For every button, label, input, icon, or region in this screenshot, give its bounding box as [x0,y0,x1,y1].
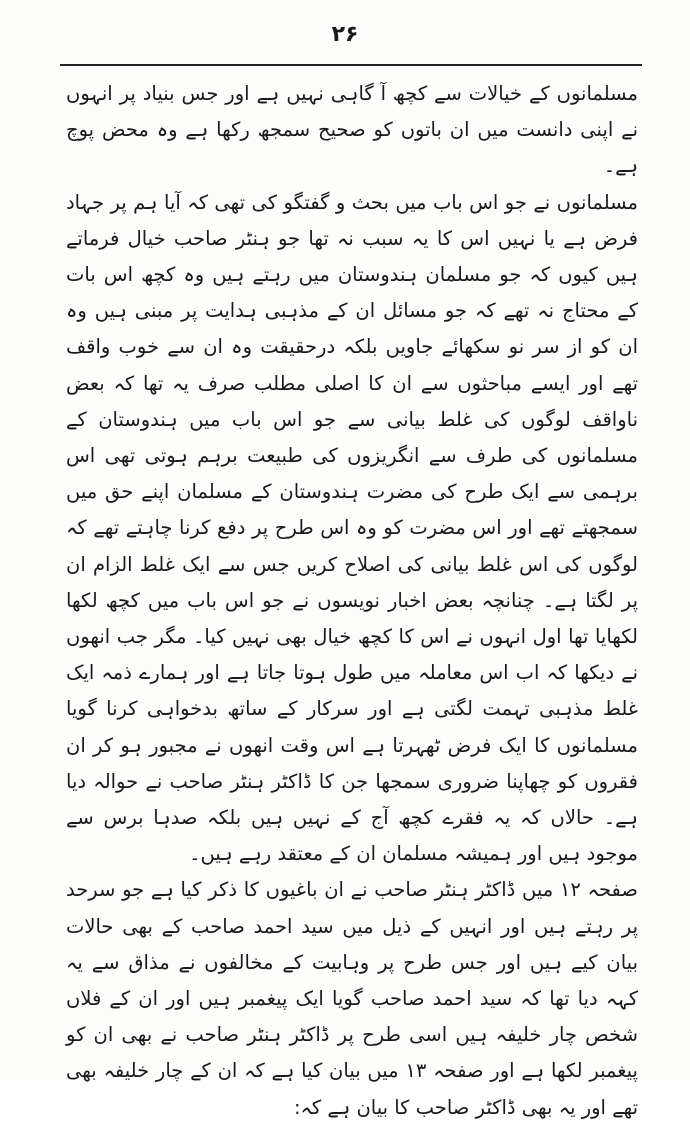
paragraph: مسلمانوں نے جو اس باب میں بحث و گفتگو کی تھی کہ آیا ہم پر جہاد فرض ہے یا نہیں اس کا یہ سبب نہ تھا جو ہنٹر صاحب خیال فرماتے ہیں کیوں کہ جو مسلمان ہندوستان میں رہتے ہیں وہ کچھ اس بات کے محتاج نہ تھے کہ جو مسائل ان کے مذہبی ہدایت پر مبنی ہیں وہ ان کو از سر نو سکھائے جاویں بلکہ درحقیقت وہ ان سے خوب واقف تھے اور ایسے مباحثوں سے ان کا اصلی مطلب صرف یہ تھا کہ بعض ناواقف لوگوں کی غلط بیانی سے جو اس باب میں ہندوستان کے مسلمانوں کی طرف سے انگریزوں کی طبیعت برہم ہوتی تھی اس برہمی سے ایک طرح کی مضرت ہندوستان کے مسلمان اپنے حق میں سمجھتے تھے اور اس مضرت کو وہ اس طرح پر دفع کرنا چاہتے تھے کہ لوگوں کی اس غلط بیانی کی اصلاح کریں جس سے ایک غلط الزام ان پر لگتا ہے۔ چنانچہ بعض اخبار نویسوں نے جو اس باب میں کچھ لکھا لکھایا تھا اول انہوں نے اس کا کچھ خیال بھی نہیں کیا۔ مگر جب انھوں نے دیکھا کہ اب اس معاملہ میں طول ہوتا جاتا ہے اور ہمارے ذمہ ایک غلط مذہبی تہمت لگتی ہے اور سرکار کے ساتھ بدخواہی کرنا گویا مسلمانوں کا ایک فرض ٹھہرتا ہے اس وقت انھوں نے مجبور ہو کر ان فقروں کو چھاپنا ضروری سمجھا جن کا ڈاکٹر ہنٹر صاحب نے حوالہ دیا ہے۔ حالاں کہ یہ فقرے کچھ آج کے نہیں ہیں بلکہ صدہا برس سے موجود ہیں اور ہمیشہ مسلمان ان کے معتقد رہے ہیں۔ [66,190,638,866]
page-number: ۲۶ [331,22,359,47]
paragraph: مسلمانوں کے خیالات سے کچھ آ گاہی نہیں ہے اور جس بنیاد پر انہوں نے اپنی دانست میں ان باتوں کو صحیح سمجھ رکھا ہے وہ محض پوچ ہے۔ [66,82,638,178]
body-text [66,76,638,1126]
paragraph: صفحہ ۱۲ میں ڈاکٹر ہنٹر صاحب نے ان باغیوں کا ذکر کیا ہے جو سرحد پر رہتے ہیں اور انہیں کے ذیل میں سید احمد صاحب کے بھی حالات بیان کیے ہیں اور جس طرح پر وہابیت کے مخالفوں نے مذاق سے یہ کہہ دیا تھا کہ سید احمد صاحب گویا ایک پیغمبر ہیں اور ان کے فلاں شخص چار خلیفہ ہیں اسی طرح پر ڈاکٹر ہنٹر صاحب نے بھی ان کو پیغمبر لکھا ہے اور صفحہ ۱۳ میں بیان کیا ہے کہ ان کے چار خلیفہ بھی تھے اور یہ بھی ڈاکٹر صاحب کا بیان ہے کہ: [66,878,638,1119]
header-rule [60,64,642,66]
